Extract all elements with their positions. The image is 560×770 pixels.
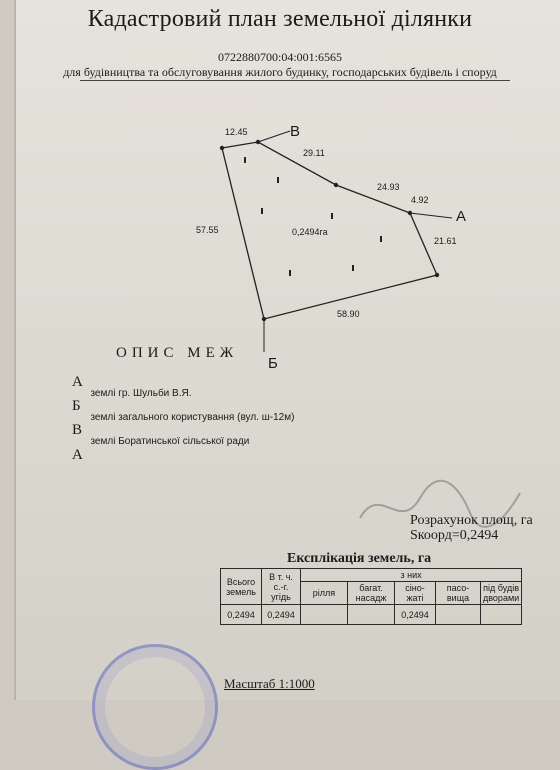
cell-perennial <box>348 605 395 625</box>
map-scale: Масштаб 1:1000 <box>224 676 315 691</box>
vertex-label-b: В <box>290 123 301 140</box>
tick-mark <box>331 213 333 219</box>
tick-mark <box>380 236 382 242</box>
side-length: 24.93 <box>377 182 400 192</box>
vertex-label-a: А <box>456 208 467 225</box>
document-title: Кадастровий план земельної ділянки <box>87 6 473 32</box>
vertex <box>408 211 412 215</box>
border-text: землі Боратинської сільської ради <box>90 436 250 447</box>
tick-mark <box>289 270 291 276</box>
parcel-boundary <box>222 142 437 319</box>
vertex <box>435 273 439 277</box>
cell-hay: 0,2494 <box>395 605 436 625</box>
land-plot-plan <box>0 110 560 380</box>
vertex <box>334 183 338 187</box>
tick-mark <box>277 177 279 183</box>
border-row <box>72 446 86 464</box>
leader-line-a <box>410 213 452 218</box>
border-row <box>72 397 295 423</box>
border-mark: Б <box>72 398 81 414</box>
border-row <box>72 421 250 447</box>
cell-arable <box>301 605 348 625</box>
vertex <box>220 146 224 150</box>
header-under-buildings: під будів дворами <box>481 582 522 605</box>
side-length: 58.90 <box>337 309 360 319</box>
header-total: Всього земель <box>221 569 262 605</box>
side-length: 57.55 <box>196 225 219 235</box>
vertex <box>262 317 266 321</box>
border-text: землі загального користування (вул. ш-12м) <box>90 412 295 423</box>
header-arable: рілля <box>301 582 348 605</box>
cell-under-buildings <box>481 605 522 625</box>
border-mark: А <box>72 374 83 390</box>
side-length: 12.45 <box>225 127 248 137</box>
side-length: 21.61 <box>434 236 457 246</box>
header-pasture: пасо-вища <box>436 582 481 605</box>
vertex-label-bottom: Б <box>268 355 278 372</box>
official-stamp <box>92 644 218 770</box>
purpose-underline <box>80 80 510 81</box>
cadastral-number: 0722880700:04:001:6565 <box>217 50 342 64</box>
border-row <box>72 373 192 399</box>
borders-title: ОПИС МЕЖ <box>116 345 239 361</box>
area-calc-title: Розрахунок площ, га <box>410 513 533 528</box>
tick-mark <box>261 208 263 214</box>
explication-title: Експлікація земель, га <box>287 551 432 566</box>
tick-mark <box>244 157 246 163</box>
side-length: 29.11 <box>303 148 325 158</box>
explication-table <box>220 568 522 625</box>
tick-mark <box>352 265 354 271</box>
leader-line-b <box>258 131 290 142</box>
cell-pasture <box>436 605 481 625</box>
cell-total: 0,2494 <box>221 605 262 625</box>
header-agri: В т. ч. с.-г. угідь <box>262 569 301 605</box>
vertex <box>256 140 260 144</box>
header-of-them: з них <box>301 569 522 582</box>
land-purpose: для будівництва та обслуговування жилого будинку, господарських будівель і споруд <box>63 65 497 79</box>
header-perennial: багат. насадж <box>348 582 395 605</box>
border-text: землі гр. Шульби В.Я. <box>90 388 192 399</box>
header-hay: сіно-жаті <box>395 582 436 605</box>
area-calc-value: Sкоорд=0,2494 <box>410 528 499 543</box>
border-mark: В <box>72 422 83 438</box>
side-length: 4.92 <box>411 195 429 205</box>
plot-area: 0,2494га <box>292 227 328 237</box>
cell-agri: 0,2494 <box>262 605 301 625</box>
border-mark: А <box>72 447 83 463</box>
